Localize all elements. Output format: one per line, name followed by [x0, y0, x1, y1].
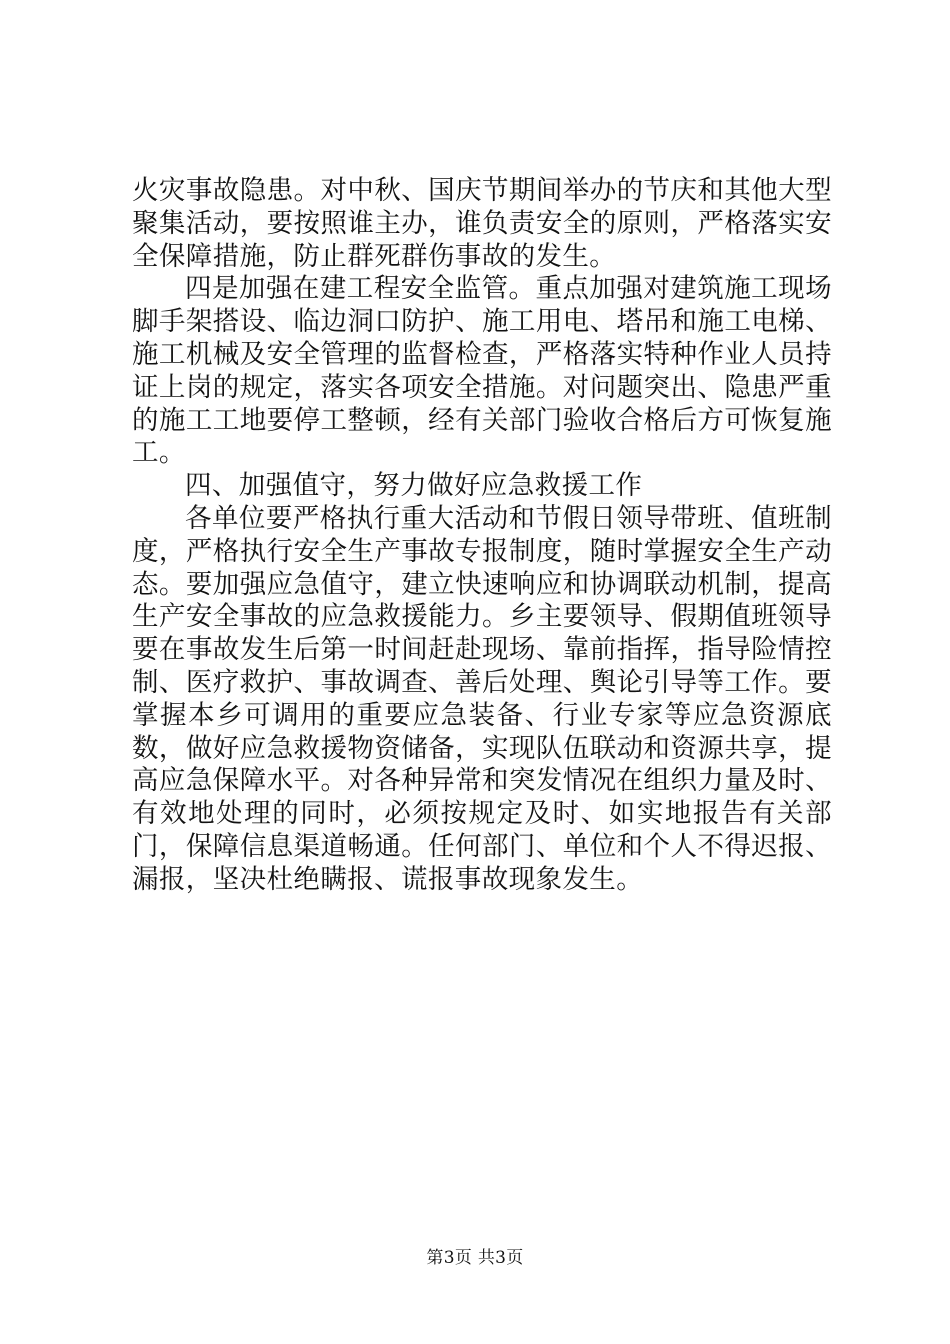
paragraph-emergency-response: 各单位要严格执行重大活动和节假日领导带班、值班制度，严格执行安全生产事故专报制度，随时掌握安全生产动态。要加强应急值守，建立快速响应和协调联动机制，提高生产安全事故的应急救援能力。乡主要领导、假期值班领导要在事故发生后第一时间赶赴现场、靠前指挥，指导险情控制、医疗救护、事故调查、善后处理、舆论引导等工作。要掌握本乡可调用的重要应急装备、行业专家等应急资源底数，做好应急救援物资储备，实现队伍联动和资源共享，提高应急保障水平。对各种异常和突发情况在组织力量及时、有效地处理的同时，必须按规定及时、如实地报告有关部门，保障信息渠道畅通。任何部门、单位和个人不得迟报、漏报，坚决杜绝瞒报、谎报事故现象发生。 [132, 502, 832, 895]
section-heading-duty-emergency: 四、加强值守，努力做好应急救援工作 [185, 470, 643, 502]
page-footer: 第3页 共3页 [426, 1248, 524, 1268]
document-body [132, 175, 832, 897]
paragraph-fire-hazards: 火灾事故隐患。对中秋、国庆节期间举办的节庆和其他大型聚集活动，要按照谁主办，谁负责安全的原则，严格落实安全保障措施，防止群死群伤事故的发生。 [132, 175, 832, 272]
paragraph-construction-safety: 四是加强在建工程安全监管。重点加强对建筑施工现场脚手架搭设、临边洞口防护、施工用电、塔吊和施工电梯、施工机械及安全管理的监督检查，严格落实特种作业人员持证上岗的规定，落实各项安全措施。对问题突出、隐患严重的施工工地要停工整顿，经有关部门验收合格后方可恢复施工。 [132, 273, 832, 469]
